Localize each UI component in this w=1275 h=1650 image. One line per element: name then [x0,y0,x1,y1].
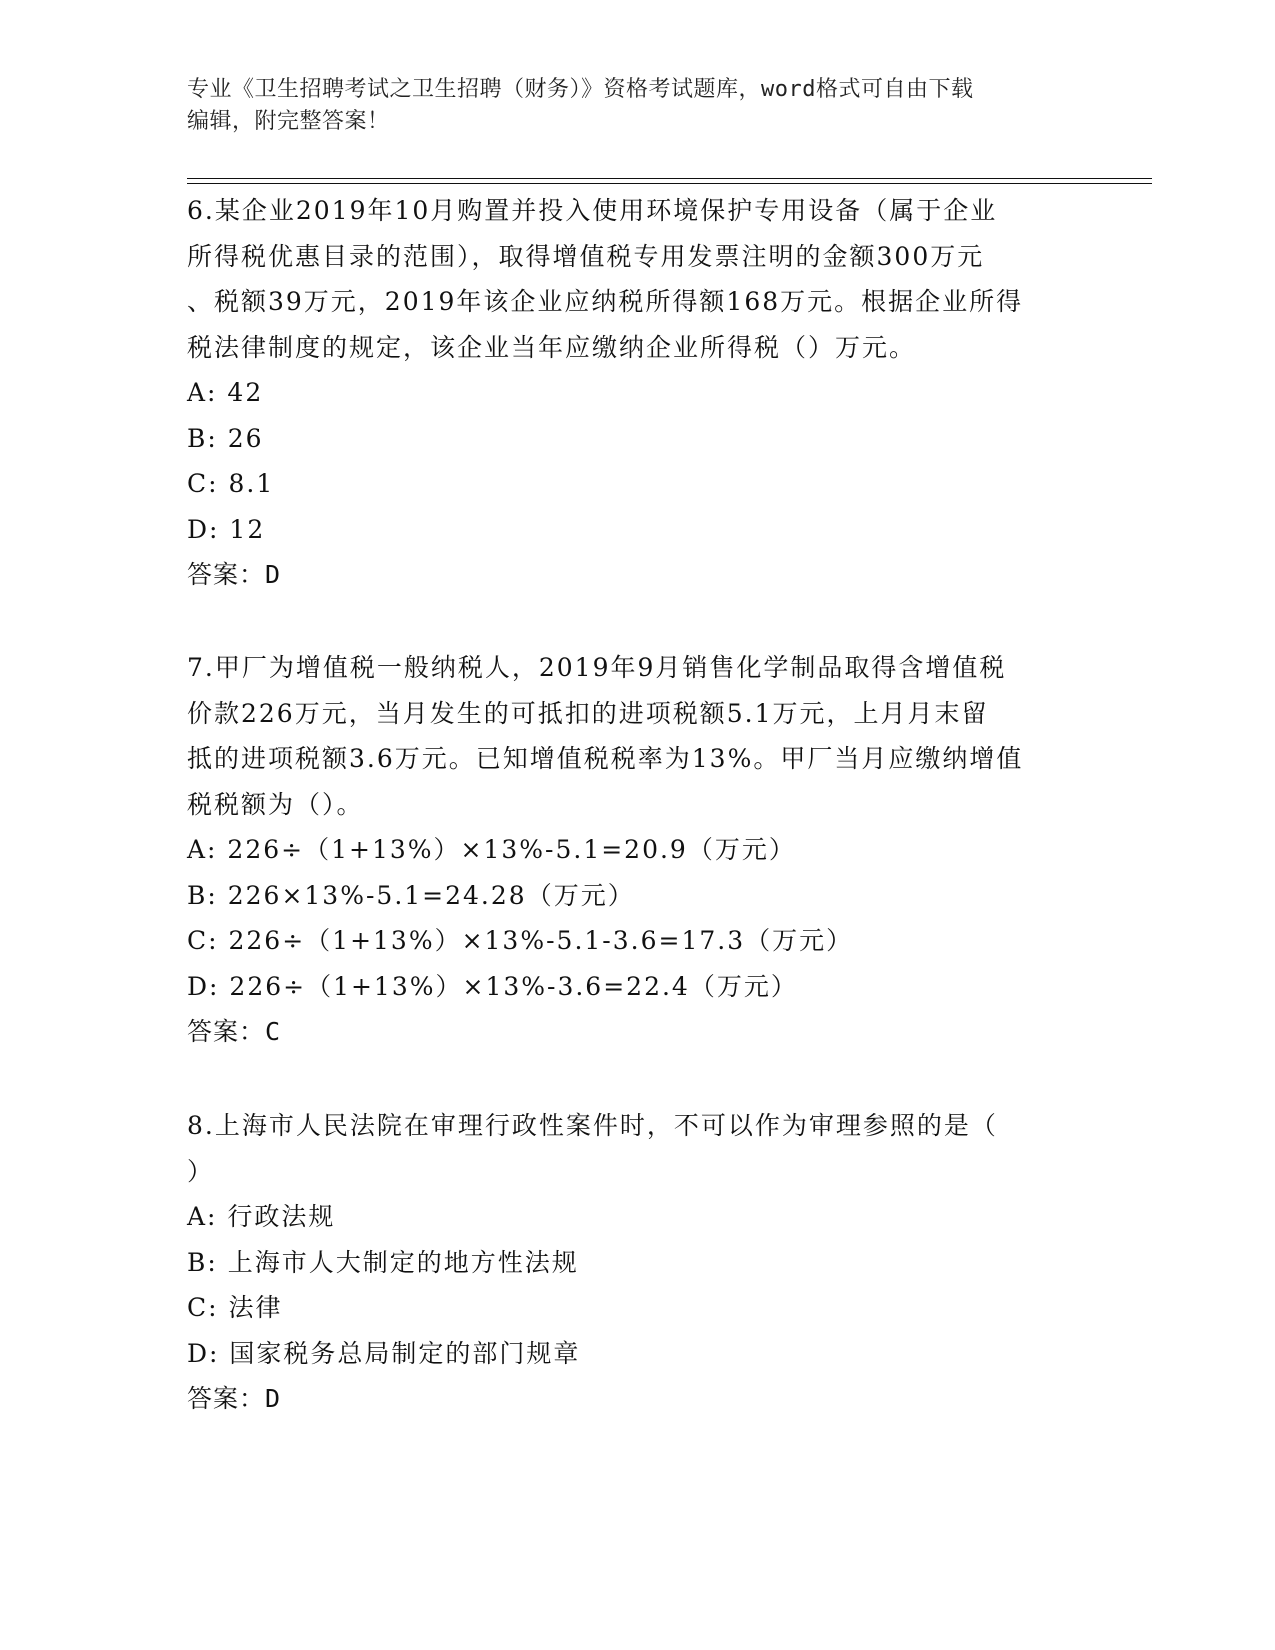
question-stem-line: 税税额为（）。 [187,789,364,819]
header-divider-bottom [187,183,1152,184]
question-stem-line: 税法律制度的规定，该企业当年应缴纳企业所得税（）万元。 [187,332,917,362]
question-stem-line: 8.上海市人民法院在审理行政性案件时，不可以作为审理参照的是（ [187,1111,998,1140]
answer: 答案：C [187,1017,282,1046]
question-7 [187,645,1087,1055]
option-c: C: 法律 [187,1293,283,1322]
option-a: A: 42 [187,378,264,407]
question-stem-line: 7.甲厂为增值税一般纳税人，2019年9月销售化学制品取得含增值税 [187,653,1007,682]
question-stem-line: 、税额39万元，2019年该企业应纳税所得额168万元。根据企业所得 [187,287,1024,316]
header-divider-top [187,178,1152,179]
question-6 [187,188,1087,598]
question-stem-line: 所得税优惠目录的范围），取得增值税专用发票注明的金额300万元 [187,241,985,271]
option-b: B: 26 [187,423,264,453]
document-header [187,74,1087,138]
option-d: D: 12 [187,514,266,544]
option-c: C: 8.1 [187,469,275,498]
header-line-2: 编辑，附完整答案！ [187,109,390,134]
question-stem-line: 抵的进项税额3.6万元。已知增值税税率为13%。甲厂当月应缴纳增值 [187,744,1024,773]
option-c: C: 226÷（1+13%）×13%-5.1-3.6=17.3（万元） [187,926,854,955]
answer: 答案：D [187,560,282,589]
question-stem-line: 价款226万元，当月发生的可抵扣的进项税额5.1万元，上月月末留 [187,698,989,728]
option-b: B: 上海市人大制定的地方性法规 [187,1247,579,1277]
answer: 答案：D [187,1384,282,1413]
option-d: D: 226÷（1+13%）×13%-3.6=22.4（万元） [187,971,798,1001]
option-b: B: 226×13%-5.1=24.28（万元） [187,880,635,910]
question-8 [187,1103,1087,1422]
option-a: A: 226÷（1+13%）×13%-5.1=20.9（万元） [187,835,796,864]
header-line-1: 专业《卫生招聘考试之卫生招聘（财务）》资格考试题库，word格式可自由下载 [187,77,974,102]
question-stem-line: 6.某企业2019年10月购置并投入使用环境保护专用设备（属于企业 [187,196,998,225]
question-stem-line: ） [187,1156,215,1186]
option-a: A: 行政法规 [187,1202,336,1231]
option-d: D: 国家税务总局制定的部门规章 [187,1338,581,1368]
